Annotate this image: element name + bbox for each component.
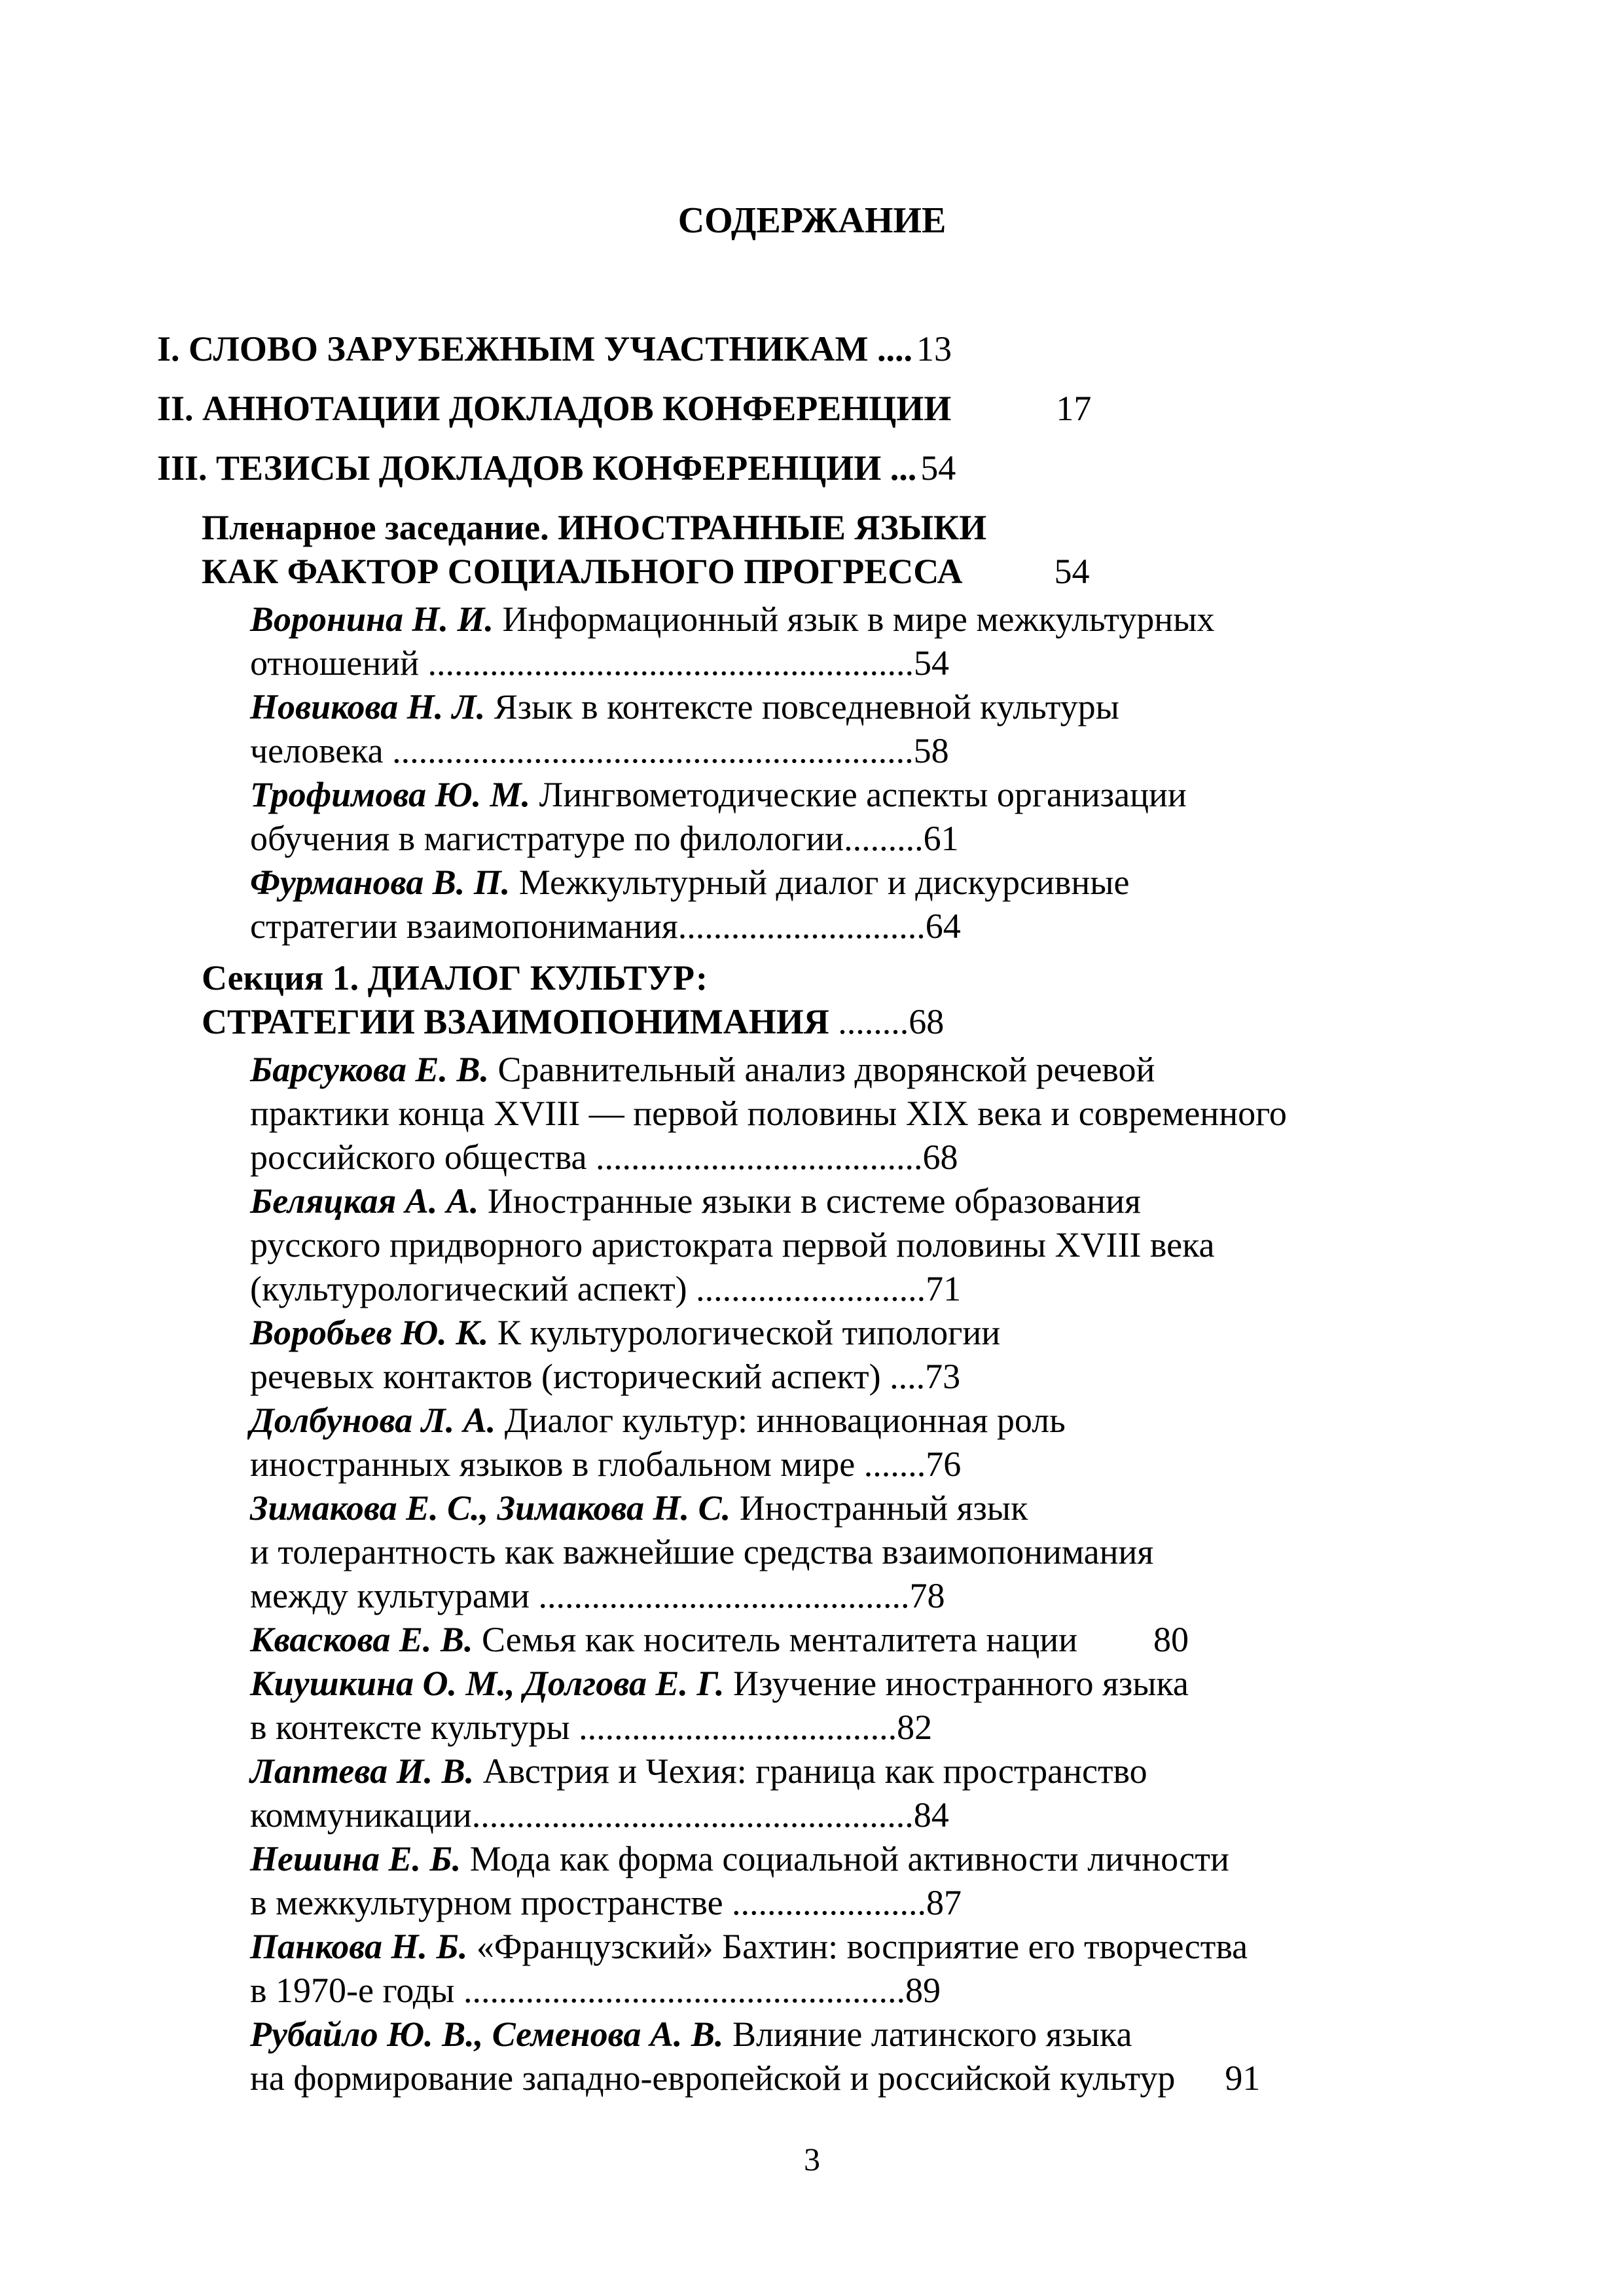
toc-entry-cont[interactable]: на формирование западно-европейской и российской культур 91: [250, 2058, 1261, 2098]
toc-entry-cont[interactable]: в контексте культуры ....................................82: [250, 1708, 933, 1747]
toc-entry-cont[interactable]: коммуникации..................................................84: [250, 1795, 949, 1835]
toc-entry[interactable]: Долбунова Л. А. Диалог культур: инновационная роль: [250, 1401, 1066, 1440]
author: Киушкина О. М., Долгова Е. Г.: [250, 1664, 725, 1703]
toc-entry-cont[interactable]: между культурами ..........................................78: [250, 1576, 945, 1615]
section1-heading-line1[interactable]: Секция 1. ДИАЛОГ КУЛЬТУР:: [202, 958, 708, 997]
leader-dots: .......................................................: [427, 643, 914, 683]
toc-entry[interactable]: Киушкина О. М., Долгова Е. Г. Изучение иностранного языка: [250, 1664, 1189, 1703]
page-ref: 78: [909, 1576, 945, 1615]
toc-entry[interactable]: Трофимова Ю. М. Лингвометодические аспекты организации: [250, 775, 1187, 814]
page-ref: 84: [913, 1795, 949, 1835]
plenary-heading-line1[interactable]: Пленарное заседание. ИНОСТРАННЫЕ ЯЗЫКИ: [202, 508, 987, 547]
page-ref: 91: [1225, 2058, 1261, 2098]
leader-dots: ..........................: [696, 1269, 926, 1308]
leader-dots: .....................................: [596, 1138, 923, 1177]
toc-entry[interactable]: Фурманова В. П. Межкультурный диалог и дискурсивные: [250, 863, 1130, 902]
leader-dots: .........: [844, 819, 924, 858]
leader-dots: ..................................................: [463, 1971, 905, 2010]
author: Новикова Н. Л.: [250, 687, 486, 726]
leader-dots: ...........................................................: [392, 731, 914, 770]
author: Барсукова Е. В.: [250, 1050, 489, 1089]
toc-entry-cont[interactable]: российского общества .....................................68: [250, 1138, 958, 1177]
page-ref: 61: [923, 819, 959, 858]
toc-entry[interactable]: Воронина Н. И. Информационный язык в мире межкультурных: [250, 600, 1215, 639]
toc-entry-cont[interactable]: обучения в магистратуре по филологии.........61: [250, 819, 959, 858]
leader-dots: .......: [863, 1444, 926, 1484]
page-ref: 89: [905, 1971, 941, 2010]
page-ref: 82: [897, 1708, 933, 1747]
page-ref: 68: [909, 1002, 945, 1041]
toc-entry[interactable]: Нешина Е. Б. Мода как форма социальной активности личности: [250, 1839, 1229, 1878]
toc-section-3[interactable]: III. ТЕЗИСЫ ДОКЛАДОВ КОНФЕРЕНЦИИ ... 54: [157, 446, 1401, 490]
toc-entry[interactable]: Воробьев Ю. К. К культурологической типологии: [250, 1313, 1001, 1352]
page-ref: 71: [926, 1269, 962, 1308]
plenary-heading-line2[interactable]: КАК ФАКТОР СОЦИАЛЬНОГО ПРОГРЕССА 54: [202, 550, 1401, 594]
page-ref: 64: [925, 906, 961, 946]
contents-title: СОДЕРЖАНИЕ: [677, 200, 947, 241]
toc-entry[interactable]: Новикова Н. Л. Язык в контексте повседневной культуры: [250, 687, 1119, 726]
page-ref: 13: [916, 329, 952, 368]
toc-entry[interactable]: Рубайло Ю. В., Семенова А. В. Влияние латинского языка: [250, 2015, 1132, 2054]
author: Беляцкая А. А.: [250, 1181, 479, 1221]
leader-dots: ....: [890, 1357, 926, 1396]
leader-dots: ............................: [677, 906, 926, 946]
leader-dots: ..................................................: [471, 1795, 914, 1835]
page-ref: 73: [925, 1357, 961, 1396]
toc-section-1[interactable]: I. СЛОВО ЗАРУБЕЖНЫМ УЧАСТНИКАМ .... 13: [157, 327, 1401, 371]
leader-dots: ......................: [732, 1883, 927, 1922]
author: Фурманова В. П.: [250, 863, 511, 902]
toc-entry[interactable]: Беляцкая А. А. Иностранные языки в системе образования: [250, 1181, 1141, 1221]
leader-dots: ........: [829, 1002, 909, 1041]
page-ref: 80: [1153, 1620, 1189, 1659]
author: Воронина Н. И.: [250, 600, 494, 639]
leader-dots: ....................................: [579, 1708, 897, 1747]
table-of-contents: [157, 327, 1401, 2100]
toc-entry[interactable]: Лаптева И. В. Австрия и Чехия: граница как пространство: [250, 1751, 1147, 1791]
page-ref: 68: [922, 1138, 958, 1177]
toc-section-2[interactable]: II. АННОТАЦИИ ДОКЛАДОВ КОНФЕРЕНЦИИ 17: [157, 387, 1401, 431]
toc-entry[interactable]: Кваскова Е. В. Семья как носитель менталитета нации 80: [250, 1620, 1189, 1659]
toc-entry-cont[interactable]: практики конца XVIII — первой половины XIX века и современного: [250, 1094, 1287, 1133]
author: Трофимова Ю. М.: [250, 775, 531, 814]
leader-dots: ...: [881, 448, 917, 488]
page-ref: 17: [1056, 389, 1092, 428]
author: Нешина Е. Б.: [250, 1839, 461, 1878]
toc-entry-cont[interactable]: отношений .......................................................54: [250, 643, 950, 683]
toc-entry-cont[interactable]: в 1970-е годы ..................................................89: [250, 1971, 941, 2010]
author: Кваскова Е. В.: [250, 1620, 473, 1659]
page-ref: 54: [920, 448, 956, 488]
page-ref: 76: [926, 1444, 962, 1484]
author: Рубайло Ю. В., Семенова А. В.: [250, 2015, 724, 2054]
section1-entries: [157, 1048, 1401, 2100]
author: Воробьев Ю. К.: [250, 1313, 489, 1352]
page-ref: 54: [914, 643, 950, 683]
author: Долбунова Л. А.: [250, 1401, 496, 1440]
toc-entry-cont[interactable]: русского придворного аристократа первой половины XVIII века: [250, 1225, 1215, 1265]
toc-entry-cont[interactable]: в межкультурном пространстве ......................87: [250, 1883, 962, 1922]
toc-entry[interactable]: Зимакова Е. С., Зимакова Н. С. Иностранный язык: [250, 1488, 1028, 1528]
leader-dots: ....: [868, 329, 913, 368]
toc-entry-cont[interactable]: (культурологический аспект) ..........................71: [250, 1269, 962, 1308]
author: Панкова Н. Б.: [250, 1927, 468, 1966]
toc-entry-cont[interactable]: речевых контактов (исторический аспект) ....73: [250, 1357, 961, 1396]
toc-entry-cont[interactable]: стратегии взаимопонимания............................64: [250, 906, 961, 946]
page-ref: 87: [926, 1883, 962, 1922]
toc-entry-cont[interactable]: и толерантность как важнейшие средства взаимопонимания: [250, 1532, 1154, 1571]
plenary-entries: [157, 598, 1401, 948]
toc-entry[interactable]: Панкова Н. Б. «Французский» Бахтин: восприятие его творчества: [250, 1927, 1248, 1966]
author: Зимакова Е. С., Зимакова Н. С.: [250, 1488, 731, 1528]
page-number: 3: [804, 2141, 820, 2178]
toc-entry-cont[interactable]: иностранных языков в глобальном мире .......76: [250, 1444, 962, 1484]
page-ref: 58: [913, 731, 949, 770]
toc-entry-cont[interactable]: человека ...........................................................58: [250, 731, 949, 770]
section1-heading-line2[interactable]: СТРАТЕГИИ ВЗАИМОПОНИМАНИЯ ........68: [202, 1002, 945, 1041]
author: Лаптева И. В.: [250, 1751, 475, 1791]
leader-dots: ..........................................: [538, 1576, 910, 1615]
toc-entry[interactable]: Барсукова Е. В. Сравнительный анализ дворянской речевой: [250, 1050, 1155, 1089]
page-ref: 54: [1054, 552, 1090, 591]
